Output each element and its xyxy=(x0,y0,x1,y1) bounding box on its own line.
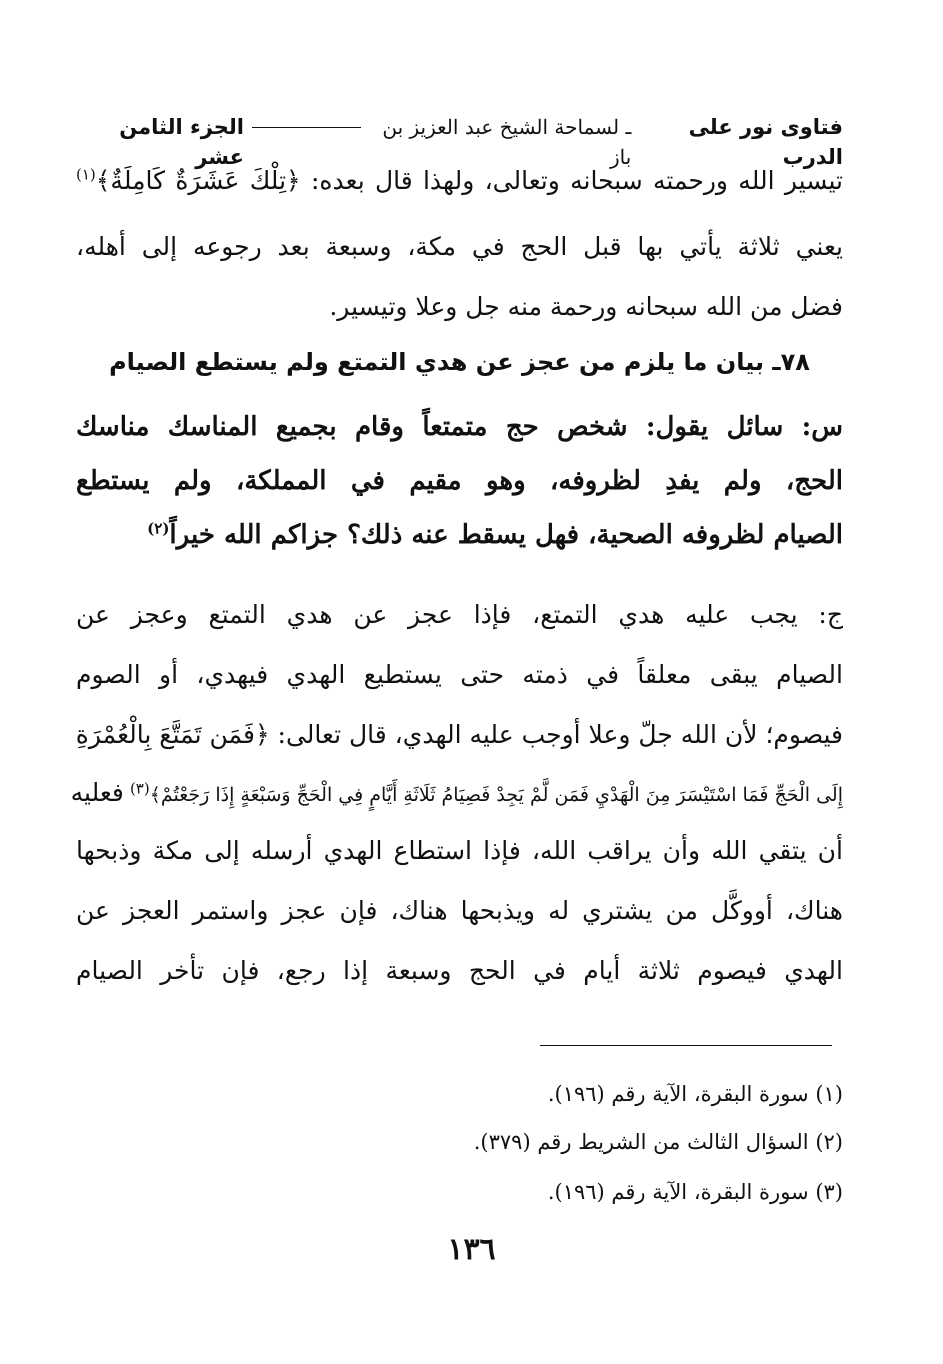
footnote-ref: (١) xyxy=(76,165,96,184)
line-text: الهدي فيصوم ثلاثة أيام في الحج وسبعة إذا رجع، فإن تأخر الصيام xyxy=(76,956,843,985)
answer-line xyxy=(76,660,843,689)
footnote: (١) سورة البقرة، الآية رقم (١٩٦). xyxy=(547,1082,843,1106)
quran-verse: إِلَى الْحَجِّ فَمَا اسْتَيْسَرَ مِنَ الْهَدْيِ فَمَن لَّمْ يَجِدْ فَصِيَامُ ثَلَاثَةِ أَيَّامٍ فِي الْحَجِّ وَسَبْعَةٍ إِذَا رَجَعْتُمْ﴾ xyxy=(149,784,843,806)
line-text: فضل من الله سبحانه ورحمة منه جل وعلا وتيسير. xyxy=(329,292,843,321)
line-text: تيسير الله ورحمته سبحانه وتعالى، ولهذا قال بعده: ﴿تِلْكَ عَشَرَةٌ كَامِلَةٌ﴾ xyxy=(95,166,843,195)
answer-line xyxy=(76,720,843,749)
line-text: س: سائل يقول: شخص حج متمتعاً وقام بجميع المناسك مناسك xyxy=(76,412,843,442)
header-title-group xyxy=(244,112,843,172)
line-text: الصيام لظروفه الصحية، فهل يسقط عنه ذلك؟ جزاكم الله خيراً xyxy=(169,520,843,550)
line-text: أن يتقي الله وأن يراقب الله، فإذا استطاع الهدي أرسله إلى مكة وذبحها xyxy=(76,836,843,865)
question-line xyxy=(76,466,843,496)
question-line xyxy=(76,520,843,550)
answer-line xyxy=(76,896,843,925)
line-text: فعليه xyxy=(70,778,124,807)
text-line xyxy=(76,232,843,261)
book-title: فتاوى نور على الدرب xyxy=(688,115,843,169)
answer-line xyxy=(76,600,843,629)
footnote: (٢) السؤال الثالث من الشريط رقم (٣٧٩). xyxy=(473,1130,843,1154)
text-line xyxy=(76,292,843,321)
header-rule xyxy=(252,127,361,128)
answer-line xyxy=(70,778,843,807)
page-number: ١٣٦ xyxy=(447,1232,496,1267)
line-text: يعني ثلاثة يأتي بها قبل الحج في مكة، وسبعة بعد رجوعه إلى أهله، xyxy=(76,232,843,261)
running-header xyxy=(76,112,843,172)
answer-line xyxy=(76,836,843,865)
line-text: الصيام يبقى معلقاً في ذمته حتى يستطيع الهدي فيهدي، أو الصوم xyxy=(76,660,843,689)
author-name: ـ لسماحة الشيخ عبد العزيز بن باز xyxy=(382,115,632,169)
line-text: ج: يجب عليه هدي التمتع، فإذا عجز عن هدي التمتع وعجز عن xyxy=(76,600,843,629)
footnote-separator xyxy=(540,1045,832,1046)
answer-line xyxy=(76,956,843,985)
section-heading: ٧٨ـ بيان ما يلزم من عجز عن هدي التمتع ولم يستطع الصيام xyxy=(109,348,810,376)
line-text: هناك، أووكَّل من يشتري له ويذبحها هناك، فإن عجز واستمر العجز عن xyxy=(76,896,843,925)
line-text: الحج، ولم يفدِ لظروفه، وهو مقيم في المملكة، ولم يستطع xyxy=(76,466,843,496)
footnote-ref: (٣) xyxy=(129,779,150,798)
volume-part: الجزء الثامن عشر xyxy=(119,115,245,169)
question-line xyxy=(76,412,843,442)
footnote: (٣) سورة البقرة، الآية رقم (١٩٦). xyxy=(547,1180,843,1204)
text-line xyxy=(76,166,843,195)
line-text: فيصوم؛ لأن الله جلّ وعلا أوجب عليه الهدي، قال تعالى: ﴿فَمَن تَمَتَّعَ بِالْعُمْرَةِ xyxy=(75,720,843,749)
footnote-ref: (٢) xyxy=(147,519,170,538)
